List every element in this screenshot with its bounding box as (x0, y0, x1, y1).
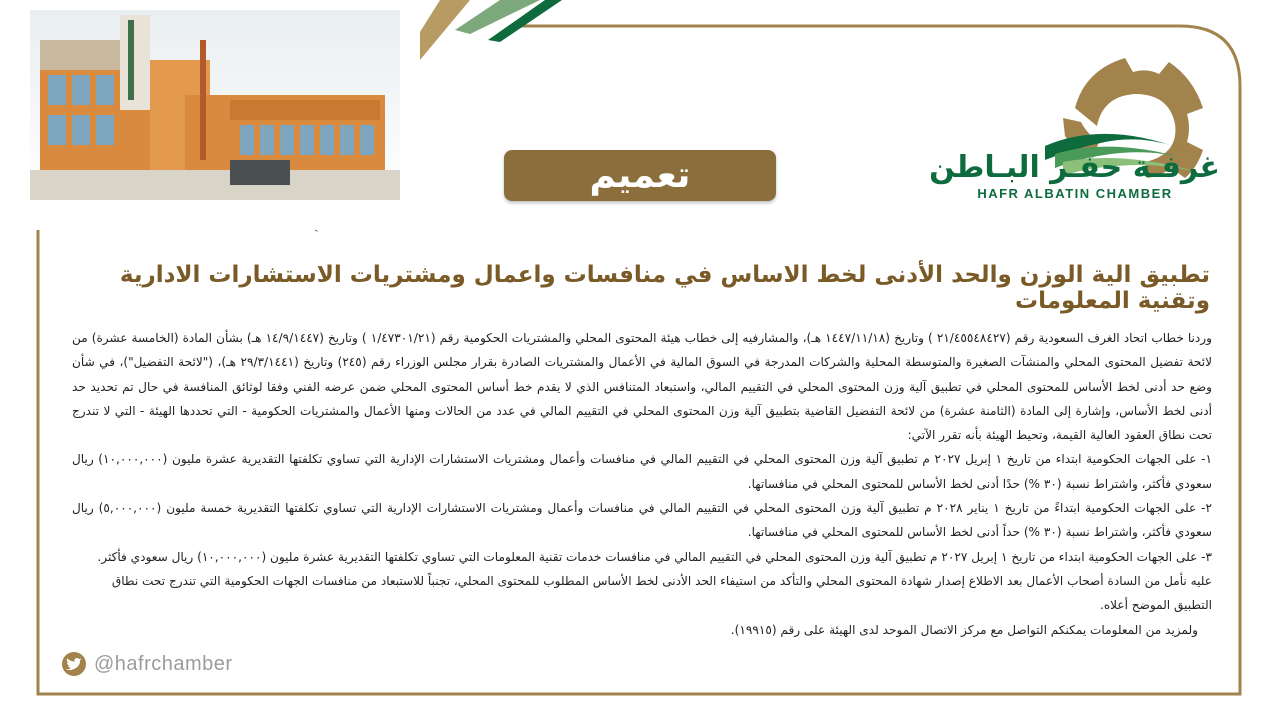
announcement-banner: تعميم (504, 150, 776, 201)
list-item: ١- على الجهات الحكومية ابتداء من تاريخ ١ إبريل ٢٠٢٧ م تطبيق آلية وزن المحتوى المحلي في التقييم المالي في منافسات وأعمال ومشتريات الاستشارات الإدارية التي تساوي تكلفتها التقديرية عشرة مليون (١٠,٠٠٠,٠٠٠) ريال سعودي فأكثر، واشتراط نسبة (٣٠ %) حدًا أدنى لخط الأساس للمحتوى المحلي في منافساتها. (72, 452, 1212, 491)
list-item: ٣- على الجهات الحكومية ابتداء من تاريخ ١ إبريل ٢٠٢٧ م تطبيق آلية وزن المحتوى المحلي في التقييم المالي في منافسات خدمات تقنية المعلومات التي تساوي تكلفتها التقديرية عشرة مليون (١٠,٠٠٠,٠٠٠) ريال سعودي فأكثر. (97, 549, 1212, 564)
contact-paragraph: ولمزيد من المعلومات يمكنكم التواصل مع مركز الاتصال الموحد لدى الهيئة على رقم (١٩٩١٥). (730, 622, 1198, 637)
twitter-handle[interactable] (62, 652, 233, 676)
announcement-body (72, 326, 1212, 642)
list-item: ٢- على الجهات الحكومية ابتداءً من تاريخ ١ يناير ٢٠٢٨ م تطبيق آلية وزن المحتوى المحلي في التقييم المالي في منافسات وأعمال ومشتريات الاستشارات الإدارية التي تساوي تكلفتها التقديرية خمسة مليون (٥,٠٠٠,٠٠٠) ريال سعودي فأكثر، واشتراط نسبة (٣٠ %) حداً أدنى لخط الأساس للمحتوى المحلي في منافساتها. (72, 501, 1212, 540)
closing-paragraph: عليه نأمل من السادة أصحاب الأعمال بعد الاطلاع إصدار شهادة المحتوى المحلي والتأكد من استيفاء الحد الأدنى لخط الأساس المطلوب للمحتوى المحلي، تجنباً للاستبعاد من منافسات الجهات الحكومية التي تندرج تحت نطاق التطبيق الموضح أعلاه. (111, 573, 1212, 613)
logo-arabic-name: غرفـة حفـر البـاطن (929, 150, 1220, 185)
intro-paragraph: وردنا خطاب اتحاد الغرف السعودية رقم (٢١/٤٥٥٤٨٤٢٧ ) وتاريخ (١٤٤٧/١١/١٨ هـ)، والمشارفيه إلى خطاب هيئة المحتوى المحلي والمشتريات الحكومية رقم (١/٤٧٣٠١/٢١ ) وتاريخ (١٤/٩/١٤٤٧ هـ) بشأن المادة (الخامسة عشرة) من لائحة تفضيل المحتوى المحلي والمنشآت الصغيرة والمتوسطة المحلية والشركات المدرجة في السوق المالية في الأعمال والمشتريات الصادرة بقرار مجلس الوزراء رقم (٢٤٥) وتاريخ (٢٩/٣/١٤٤١ هـ)، ("لائحة التفضيل")، في شأن وضع حد أدنى لخط الأساس للمحتوى المحلي في تطبيق آلية وزن المحتوى المحلي في التقييم المالي، واستبعاد المتنافس الذي لا يقدم خط أساس المحتوى المحلي ضمن عرضه الفني وفقا لوثائق المنافسة في حال تم تحديد حد أدنى لخط الأساس، وإشارة إلى المادة (الثامنة عشرة) من لائحة التفضيل القاضية بتطبيق آلية وزن المحتوى المحلي في التقييم المالي في عدد من الحالات ومنها الأعمال والمشتريات الحكومية - التي تحددها الهيئة - التي لا تندرج تحت نطاق العقود العالية القيمة، وتحيط الهيئة بأنه تقرر الآتي: (72, 331, 1213, 443)
twitter-bird-icon (62, 652, 86, 676)
twitter-handle-text: @hafrchamber (94, 652, 233, 675)
logo-english-name: HAFR ALBATIN CHAMBER (977, 186, 1173, 201)
announcement-headline: تطبيق الية الوزن والحد الأدنى لخط الاساس في منافسات واعمال ومشتريات الاستشارات الادارية وتقنية المعلومات (119, 262, 1210, 314)
chamber-building-photo (0, 0, 420, 230)
